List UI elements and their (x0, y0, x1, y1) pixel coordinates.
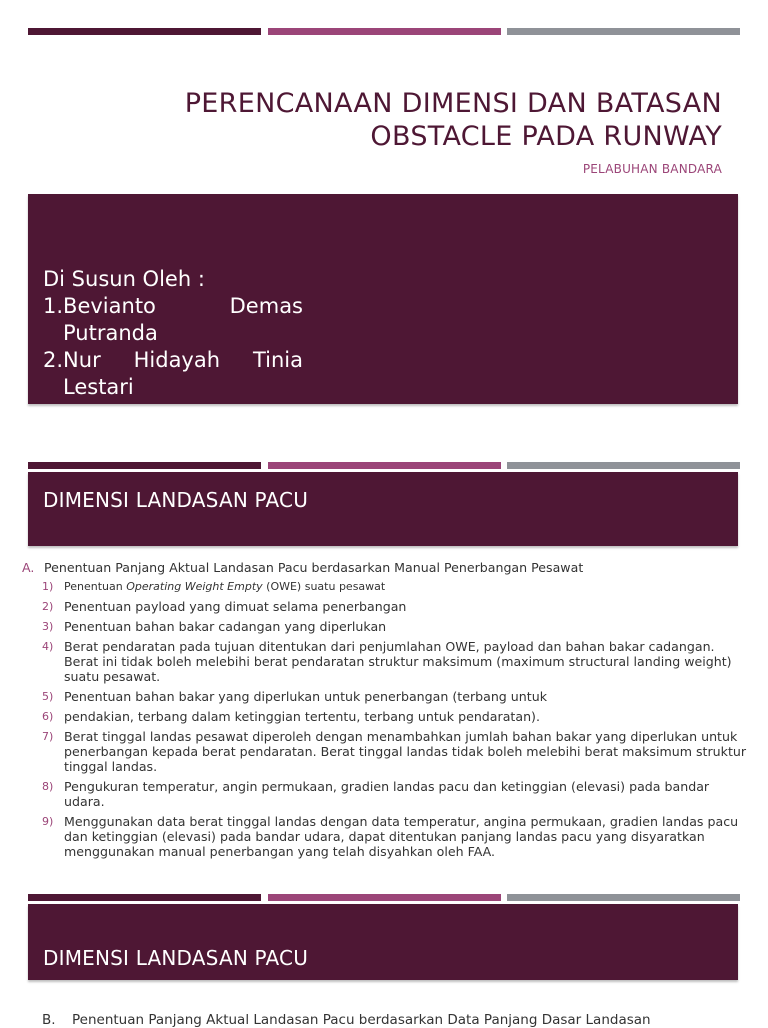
author-2-first: Nur (63, 348, 101, 372)
list-item-text: pendakian, terbang dalam ketinggian tertentu, terbang untuk pendaratan). (64, 709, 540, 724)
stripe-gray (507, 28, 740, 35)
list-item-number: 1) (42, 580, 54, 593)
item1-italic: Operating Weight Empty (126, 580, 263, 593)
list-item-number: 2) (42, 600, 54, 613)
authors-band (28, 194, 738, 404)
list-item (42, 814, 752, 859)
section-a-text: Penentuan Panjang Aktual Landasan Pacu berdasarkan Manual Penerbangan Pesawat (44, 560, 584, 575)
section-a (22, 560, 752, 575)
list-item (42, 689, 752, 704)
slide3-title: DIMENSI LANDASAN PACU (43, 946, 309, 970)
author-2-last: Lestari (63, 375, 134, 399)
list-item-number: 9) (42, 815, 54, 828)
list-item (42, 599, 752, 614)
list-item-text: Menggunakan data berat tinggal landas dengan data temperatur, angina permukaan, gradien landas pacu dan ketinggian (elevasi) pada bandar udara, dapat ditentukan panjang landas pacu yang disyaratkan menggunakan manual penerbangan yang telah disyahkan oleh FAA. (64, 814, 739, 859)
slide1-title (82, 87, 722, 153)
list-item-number: 3) (42, 620, 54, 633)
list-item (42, 579, 752, 594)
list-item-number: 8) (42, 780, 54, 793)
slide2-content (22, 560, 752, 864)
slide1-top-stripes (28, 28, 740, 35)
list-item-number: 4) (42, 640, 54, 653)
list-item-text: Penentuan payload yang dimuat selama penerbangan (64, 599, 407, 614)
title-line-1: PERENCANAAN DIMENSI DAN BATASAN (184, 88, 722, 119)
slide2-header-band (28, 472, 738, 546)
author-2-line-1 (43, 347, 303, 374)
authors-block (43, 266, 303, 401)
list-item-number: 7) (42, 730, 54, 743)
author-1-line-1 (43, 293, 303, 320)
section-b-letter: B. (42, 1012, 56, 1028)
stripe-dark (28, 462, 261, 469)
stripe-gray (507, 462, 740, 469)
author-2-middle: Hidayah (133, 348, 221, 372)
author-2-number: 2. (43, 348, 64, 372)
slide2-top-stripes (28, 462, 740, 469)
author-1-middle: Demas (229, 294, 303, 318)
slide1-subtitle: PELABUHAN BANDARA (582, 162, 722, 176)
list-item (42, 709, 752, 724)
section-a-letter: A. (22, 560, 35, 575)
list-item-number: 6) (42, 710, 54, 723)
authors-heading: Di Susun Oleh : (43, 267, 205, 291)
stripe-accent (268, 28, 501, 35)
list-item (42, 619, 752, 634)
slide3-header-band (28, 904, 738, 980)
author-2-third: Tinia (252, 348, 303, 372)
section-b-text: Penentuan Panjang Aktual Landasan Pacu berdasarkan Data Panjang Dasar Landasan (72, 1012, 651, 1028)
author-1-first: Bevianto (63, 294, 156, 318)
list-item (42, 729, 752, 774)
section-b (42, 1012, 651, 1028)
list-item-text (64, 579, 752, 594)
list-item-text: Penentuan bahan bakar yang diperlukan untuk penerbangan (terbang untuk (64, 689, 547, 704)
list-item-text: Pengukuran temperatur, angin permukaan, gradien landas pacu dan ketinggian (elevasi) pada bandar udara. (64, 779, 710, 809)
stripe-accent (268, 894, 501, 901)
list-item (42, 639, 752, 684)
title-line-2: OBSTACLE PADA RUNWAY (370, 121, 722, 152)
item1-suffix: (OWE) suatu pesawat (262, 580, 386, 593)
list-item-text: Berat tinggal landas pesawat diperoleh dengan menambahkan jumlah bahan bakar yang diperlukan untuk penerbangan kepada berat pendaratan. Berat tinggal landas tidak boleh melebihi berat maksimum struktur tinggal landas. (64, 729, 747, 774)
item1-prefix: Penentuan (64, 580, 127, 593)
slide2-title: DIMENSI LANDASAN PACU (43, 488, 309, 512)
list-item-text: Penentuan bahan bakar cadangan yang diperlukan (64, 619, 387, 634)
stripe-dark (28, 28, 261, 35)
slide3-top-stripes (28, 894, 740, 901)
author-1-number: 1. (43, 294, 64, 318)
stripe-gray (507, 894, 740, 901)
stripe-accent (268, 462, 501, 469)
stripe-dark (28, 894, 261, 901)
list-item-number: 5) (42, 690, 54, 703)
list-item (42, 779, 752, 809)
author-1-last: Putranda (63, 321, 158, 345)
steps-list (22, 579, 752, 859)
list-item-text: Berat pendaratan pada tujuan ditentukan dari penjumlahan OWE, payload dan bahan bakar cadangan. Berat ini tidak boleh melebihi berat pendaratan struktur maksimum (maximum structural landing weight) suatu pesawat. (64, 639, 732, 684)
